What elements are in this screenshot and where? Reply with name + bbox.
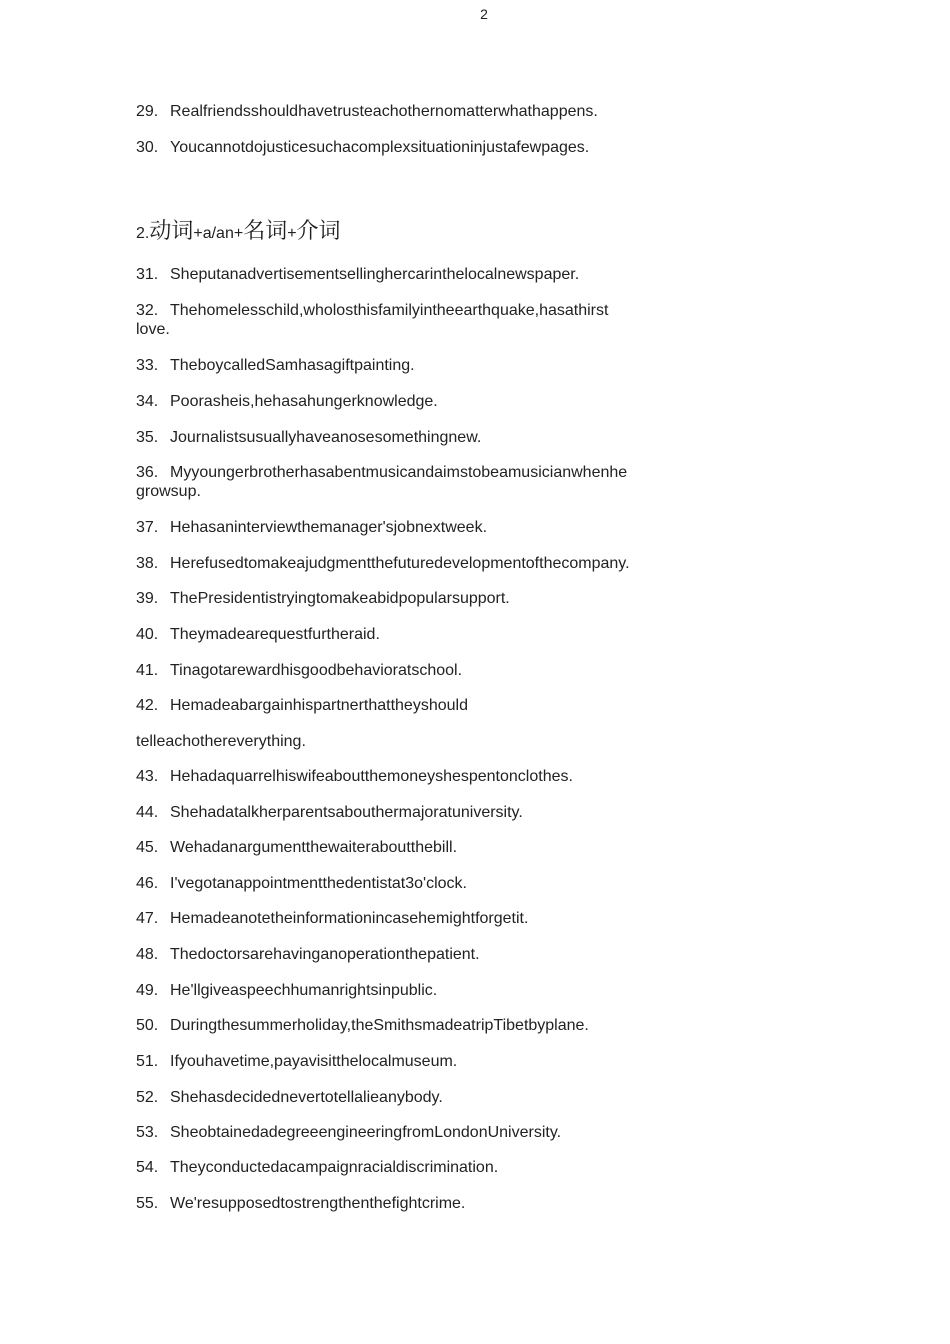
item-text: Shehasdecidednevertotellalieanybody. bbox=[170, 1089, 443, 1106]
item-text: Hehadaquarrelhiswifeaboutthemoneyshespentonclothes. bbox=[170, 768, 573, 785]
list-item bbox=[136, 589, 510, 608]
item-number: 29. bbox=[136, 103, 159, 120]
item-number: 52. bbox=[136, 1089, 159, 1106]
item-text: Duringthesummerholiday,theSmithsmadeatripTibetbyplane. bbox=[170, 1017, 589, 1034]
item-text: Myyoungerbrotherhasabentmusicandaimstobeamusicianwhenhe bbox=[170, 464, 628, 481]
list-item bbox=[136, 1158, 498, 1177]
item-number: 41. bbox=[136, 662, 159, 679]
item-text: Realfriendsshouldhavetrusteachothernomatterwhathappens. bbox=[170, 103, 598, 120]
list-item bbox=[136, 696, 468, 715]
section-heading bbox=[136, 218, 341, 248]
heading-prefix: 2. bbox=[136, 225, 150, 242]
item-text: SheobtainedadegreeengineeringfromLondonUniversity. bbox=[170, 1124, 562, 1141]
list-item bbox=[136, 102, 598, 121]
item-number: 31. bbox=[136, 266, 159, 283]
heading-article: +a/an+ bbox=[193, 225, 244, 242]
list-item bbox=[136, 1123, 561, 1142]
item-number: 37. bbox=[136, 519, 159, 536]
item-text: Hehasaninterviewthemanager'sjobnextweek. bbox=[170, 519, 488, 536]
item-text: Theyconductedacampaignracialdiscrimination. bbox=[170, 1159, 499, 1176]
item-text: Poorasheis,hehasahungerknowledge. bbox=[170, 393, 438, 410]
item-text: Thehomelesschild,wholosthisfamilyintheearthquake,hasathirst bbox=[170, 302, 609, 319]
item-text: Herefusedtomakeajudgmentthefuturedevelopmentofthecompany. bbox=[170, 555, 630, 572]
list-item bbox=[136, 945, 480, 964]
item-text: He'llgiveaspeechhumanrightsinpublic. bbox=[170, 982, 438, 999]
heading-preposition: 介词 bbox=[296, 219, 341, 244]
list-item bbox=[136, 265, 579, 284]
list-item bbox=[136, 138, 589, 157]
list-item bbox=[136, 518, 487, 537]
item-number: 51. bbox=[136, 1053, 159, 1070]
list-item bbox=[136, 1016, 589, 1035]
list-item bbox=[136, 625, 380, 644]
item-text: Hemadeanotetheinformationincasehemightforgetit. bbox=[170, 910, 529, 927]
list-item bbox=[136, 1194, 465, 1213]
item-number: 53. bbox=[136, 1124, 159, 1141]
list-item-continuation: growsup. bbox=[136, 483, 201, 500]
item-text: Ifyouhavetime,payavisitthelocalmuseum. bbox=[170, 1053, 458, 1070]
item-number: 43. bbox=[136, 768, 159, 785]
list-item-continuation: telleachothereverything. bbox=[136, 733, 306, 750]
item-number: 32. bbox=[136, 302, 159, 319]
list-item bbox=[136, 874, 467, 893]
list-item bbox=[136, 301, 608, 320]
list-item bbox=[136, 554, 630, 573]
item-number: 33. bbox=[136, 357, 159, 374]
item-number: 48. bbox=[136, 946, 159, 963]
item-number: 36. bbox=[136, 464, 159, 481]
item-text: Tinagotarewardhisgoodbehavioratschool. bbox=[170, 662, 463, 679]
item-number: 55. bbox=[136, 1195, 159, 1212]
list-item bbox=[136, 1088, 443, 1107]
item-number: 38. bbox=[136, 555, 159, 572]
heading-plus: + bbox=[287, 225, 297, 242]
item-text: Thedoctorsarehavinganoperationthepatient. bbox=[170, 946, 480, 963]
item-number: 46. bbox=[136, 875, 159, 892]
item-text: I'vegotanappointmentthedentistat3o'clock. bbox=[170, 875, 467, 892]
item-number: 49. bbox=[136, 982, 159, 999]
list-item bbox=[136, 463, 627, 482]
list-item bbox=[136, 981, 437, 1000]
item-number: 35. bbox=[136, 429, 159, 446]
list-item bbox=[136, 767, 573, 786]
item-text: Shehadatalkherparentsabouthermajoratuniversity. bbox=[170, 804, 523, 821]
item-number: 50. bbox=[136, 1017, 159, 1034]
list-item bbox=[136, 838, 457, 857]
list-item bbox=[136, 428, 481, 447]
list-item bbox=[136, 356, 415, 375]
item-text: TheboycalledSamhasagiftpainting. bbox=[170, 357, 415, 374]
list-item bbox=[136, 909, 528, 928]
item-number: 47. bbox=[136, 910, 159, 927]
item-text: ThePresidentistryingtomakeabidpopularsupport. bbox=[170, 590, 510, 607]
item-text: Journalistsusuallyhaveanosesomethingnew. bbox=[170, 429, 482, 446]
list-item-continuation: love. bbox=[136, 321, 170, 338]
item-number: 30. bbox=[136, 139, 159, 156]
list-item bbox=[136, 803, 523, 822]
heading-noun: 名词 bbox=[243, 219, 288, 244]
item-number: 44. bbox=[136, 804, 159, 821]
item-number: 54. bbox=[136, 1159, 159, 1176]
item-number: 39. bbox=[136, 590, 159, 607]
item-text: Hemadeabargainhispartnerthattheyshould bbox=[170, 697, 468, 714]
item-text: Theymadearequestfurtheraid. bbox=[170, 626, 380, 643]
item-text: Sheputanadvertisementsellinghercarinthelocalnewspaper. bbox=[170, 266, 580, 283]
list-item bbox=[136, 1052, 457, 1071]
item-number: 42. bbox=[136, 697, 159, 714]
item-text: We'resupposedtostrengthenthefightcrime. bbox=[170, 1195, 466, 1212]
list-item bbox=[136, 392, 438, 411]
item-number: 34. bbox=[136, 393, 159, 410]
item-text: Wehadanargumentthewaiteraboutthebill. bbox=[170, 839, 458, 856]
list-item bbox=[136, 661, 462, 680]
page-number: 2 bbox=[480, 6, 488, 22]
item-number: 45. bbox=[136, 839, 159, 856]
item-number: 40. bbox=[136, 626, 159, 643]
item-text: Youcannotdojusticesuchacomplexsituationinjustafewpages. bbox=[170, 139, 590, 156]
heading-verb: 动词 bbox=[149, 219, 194, 244]
